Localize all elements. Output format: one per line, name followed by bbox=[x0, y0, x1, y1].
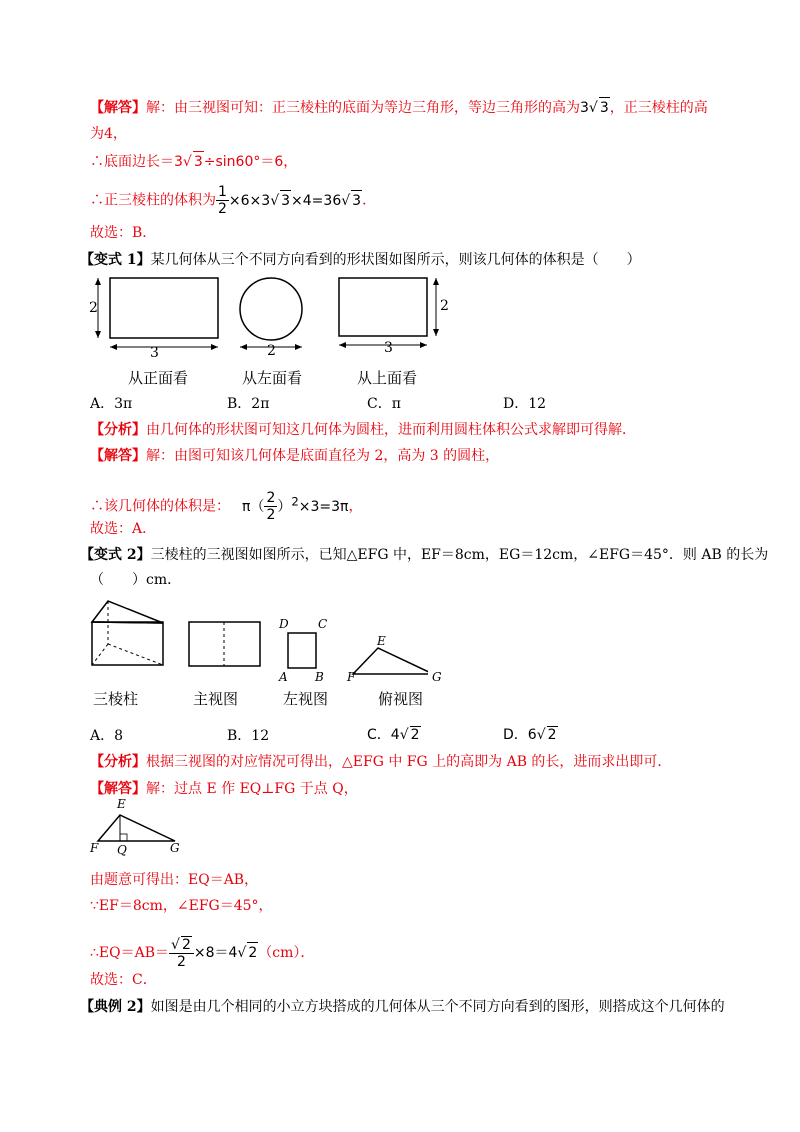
solution-text: 解：由三视图可知：正三棱柱的底面为等边三角形，等边三角形的高为 bbox=[146, 100, 580, 116]
left-view-rectangle bbox=[288, 633, 316, 668]
front-height-label: 2 bbox=[89, 300, 98, 316]
variant-2-analysis bbox=[90, 752, 671, 772]
solution-tag: 【解答】 bbox=[90, 448, 146, 464]
top-width-label: 3 bbox=[384, 340, 393, 356]
top-view-rectangle bbox=[339, 278, 427, 336]
variant-1-solution bbox=[90, 446, 499, 466]
variant-2-question bbox=[80, 545, 768, 565]
solution-text: 解：由图可知该几何体是底面直径为 2，高为 3 的圆柱， bbox=[146, 448, 500, 464]
variant-tag: 【变式 1】 bbox=[80, 252, 151, 268]
variant-2-answer: 故选：C． bbox=[90, 972, 157, 988]
example-2-question bbox=[80, 997, 725, 1017]
front-width-label: 3 bbox=[150, 345, 159, 361]
variant-2-solution bbox=[90, 779, 358, 799]
example-tag: 【典例 2】 bbox=[80, 999, 151, 1015]
variant-1-option-a: A．3π bbox=[90, 396, 133, 412]
solution-1-line-3 bbox=[90, 151, 297, 172]
fig-label-f: F bbox=[90, 841, 99, 855]
caption-left-view-2: 左视图 bbox=[283, 690, 329, 708]
label-f: F bbox=[347, 670, 356, 684]
label-a: A bbox=[279, 670, 288, 684]
solution-tag: 【解答】 bbox=[90, 781, 146, 797]
label-d: D bbox=[279, 617, 289, 631]
caption-main-view: 主视图 bbox=[193, 690, 239, 708]
solution-1-line-4 bbox=[90, 184, 376, 217]
label-g: G bbox=[432, 670, 442, 684]
variant-1-option-c: C．π bbox=[367, 396, 401, 412]
label-c: C bbox=[318, 617, 328, 631]
solution-1-answer: 故选：B． bbox=[90, 225, 157, 241]
caption-top-view-2: 俯视图 bbox=[378, 690, 424, 708]
math-expression: 3√ 3 bbox=[580, 100, 610, 116]
variant-2-option-a: A．8 bbox=[90, 728, 124, 744]
question-text: 三棱柱的三视图如图所示，已知△EFG 中，EF＝8cm，EG＝12cm，∠EFG＝45°．则 AB 的长为 bbox=[150, 547, 769, 563]
variant-2-option-c: C．4√ 2 bbox=[367, 727, 420, 743]
solution-text: 解：过点 E 作 EQ⊥FG 于点 Q， bbox=[146, 781, 358, 797]
left-diameter-label: 2 bbox=[267, 343, 276, 359]
caption-left-view: 从左面看 bbox=[242, 369, 303, 387]
top-height-label: 2 bbox=[440, 298, 449, 314]
math-expression: $\frac{1}{2}$ ×6×3√ 3×4=36√ 3 bbox=[218, 184, 362, 217]
math-expression: $\frac{√ 2}{2}$ ×8＝4√ 2 bbox=[171, 937, 258, 970]
right-angle-mark bbox=[120, 834, 127, 841]
prism-body bbox=[92, 622, 163, 665]
fig-label-e: E bbox=[117, 797, 126, 811]
solution-tag: 【解答】 bbox=[90, 100, 146, 116]
variant-2-option-d: D．6√ 2 bbox=[503, 727, 557, 743]
variant-2-step-2: ∵EF＝8cm，∠EFG＝45°， bbox=[90, 898, 273, 914]
solution-1-line-2: 为4， bbox=[90, 126, 127, 142]
analysis-text: 根据三视图的对应情况可得出，△EFG 中 FG 上的高即为 AB 的长，进而求出即可． bbox=[146, 754, 672, 770]
fig-label-g: G bbox=[170, 841, 180, 855]
variant-1-option-d: D．12 bbox=[503, 396, 547, 412]
label-b: B bbox=[315, 670, 324, 684]
question-text: 某几何体从三个不同方向看到的形状图如图所示，则该几何体的体积是（ ） bbox=[150, 252, 641, 268]
solution-text: ∴底面边长＝ bbox=[90, 154, 174, 170]
fig-label-q: Q bbox=[117, 843, 127, 857]
solution-1-line-1 bbox=[90, 97, 708, 118]
solution-text: ∴该几何体的体积是： bbox=[90, 498, 230, 515]
variant-1-option-b: B．2π bbox=[227, 396, 270, 412]
variant-2-step-1: 由题意可得出：EQ＝AB， bbox=[90, 872, 259, 888]
question-text: 如图是由几个相同的小立方块搭成的几何体从三个不同方向看到的图形，则搭成这个几何体的 bbox=[150, 999, 725, 1015]
caption-top-view: 从上面看 bbox=[357, 369, 418, 387]
solution-text-tail: ，正三棱柱的高 bbox=[609, 100, 708, 116]
variant-2-option-b: B．12 bbox=[227, 728, 270, 744]
caption-front-view: 从正面看 bbox=[128, 369, 189, 387]
triangle-efg bbox=[98, 815, 175, 841]
analysis-tag: 【分析】 bbox=[90, 754, 146, 770]
solution-text-tail: ． bbox=[362, 192, 377, 209]
variant-tag: 【变式 2】 bbox=[80, 547, 151, 563]
variant-1-question bbox=[80, 250, 641, 270]
variant-1-analysis bbox=[90, 420, 636, 440]
math-expression: 3√ 3÷sin60°＝6， bbox=[174, 154, 297, 170]
variant-1-answer: 故选：A． bbox=[90, 521, 157, 537]
caption-prism: 三棱柱 bbox=[93, 690, 139, 708]
left-view-circle bbox=[240, 278, 302, 340]
label-e: E bbox=[377, 634, 386, 648]
solution-text-tail: ， bbox=[348, 498, 363, 515]
variant-2-question-line-2: （ ）cm． bbox=[90, 572, 182, 588]
solution-text: ∴EQ＝AB＝ bbox=[90, 945, 170, 961]
math-expression: π（ $\frac{2}{2}$ ）$^2$×3=3π bbox=[242, 490, 349, 523]
analysis-text: 由几何体的形状图可知这几何体为圆柱，进而利用圆柱体积公式求解即可得解． bbox=[146, 422, 636, 438]
front-view-rectangle bbox=[110, 278, 218, 338]
top-view-triangle bbox=[353, 648, 428, 674]
variant-2-step-3 bbox=[90, 936, 314, 970]
solution-text: ∴正三棱柱的体积为 bbox=[90, 192, 216, 209]
solution-text-tail: （cm）． bbox=[258, 945, 315, 961]
analysis-tag: 【分析】 bbox=[90, 422, 146, 438]
